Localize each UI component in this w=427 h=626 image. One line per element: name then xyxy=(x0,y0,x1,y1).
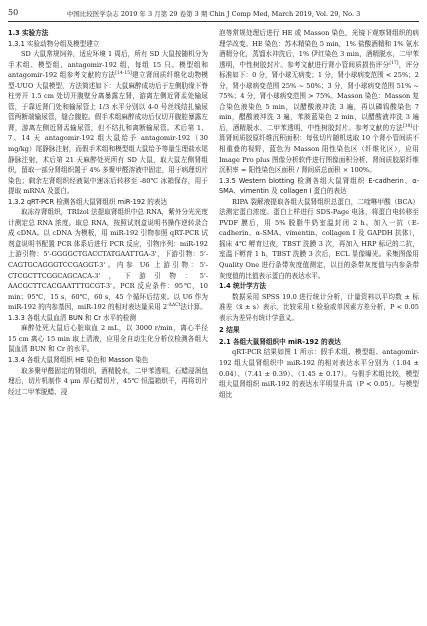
subsection-heading-1-3-1: 1.3.1 实验动物分组及模型建立 xyxy=(8,39,100,48)
subsection-heading-1-3-2: 1.3.2 qRT-PCR 检测各组大鼠肾组织 miR-192 的表达 xyxy=(8,197,168,206)
subsection-heading-1-3-4: 1.3.4 各组大鼠肾组织 HE 染色和 Masson 染色 xyxy=(8,355,149,364)
citation: [17] xyxy=(389,60,399,66)
paragraph-staining-continued: 泡等常规处理后进行 HE 或 Masson 染色，光镜下观察肾组织的病理学改变。HE 染色：苏木精染色 5 min，1% 盐酸酒精和 1% 氨水酒精分化，蒸馏水冲洗后，1% 伊红染色 3 min，酒精脱水，二甲苯透明，中性树胶封片。参考文献进行肾小管间质损伤评分[17]，评分标准如下：0 分，肾小球无病变；1 分，肾小球病变范围 < 25%；2 分，肾小球病变范围 25% ~ 50%；3 分，肾小球病变范围 51% ~ 75%；4 分，肾小球病变范围 > 75%。Masson 染色：Masson 复合染色液染色 5 min，以醋酸液冲洗 3 遍，再以磷钨酸染色 7 min，醋酸液冲洗 3 遍，苯胺蓝染色 2 min，以醋酸液冲洗 3 遍后，酒精脱水，二甲苯透明，中性树胶封片。参考文献的方法[18]计算肾间质胶原纤维沉积面积：每张切片随机选取 10 个肾小管间质不相重叠的视野，蓝色为 Masson 阳性染色区（纤维化区），应用 Image Pro plus 图像分析软件进行图像面积分析，肾间质胶原纤维沉积率 = 阳性染色区面积 / 肾间质总面积 × 100%。 xyxy=(219,29,419,175)
right-column xyxy=(219,28,419,400)
page-number: 50 xyxy=(8,8,19,17)
section-heading-1-3: 1.3 实验方法 xyxy=(8,29,49,37)
left-column xyxy=(8,28,208,397)
paragraph-bun-cr: 麻醉处死大鼠后心脏取血 2 mL，以 3000 r/min，离心半径 15 cm 离心 15 min 取上清液，应用全自动生化分析仪检测各组大鼠血清 BUN 和 Cr 的水平。 xyxy=(8,324,208,354)
section-heading-2: 2 结果 xyxy=(219,326,240,335)
subsection-heading-2-1: 2.1 各组大鼠肾组织中 miR-192 的表达 xyxy=(219,337,341,346)
subsection-heading-1-3-3: 1.3.3 各组大鼠血清 BUN 和 Cr 水平的检测 xyxy=(8,313,136,322)
paragraph-results-mir192: qRT-PCR 结果如图 1 所示：假手术组、模型组、antagomir-192 组大鼠肾组织中 miR-192 的相对表达水平分别为（1.04 ± 0.04）、（7.41 ± 0.39）、（1.45 ± 0.17）。与假手术组比较，模型组大鼠肾组织 miR-192 的表达水平明显升高（P < 0.05）。与模型组比 xyxy=(219,348,419,399)
section-heading-1-4: 1.4 统计学方法 xyxy=(219,282,266,291)
subsection-heading-1-3-5: 1.3.5 Western blotting 检测各组大鼠肾组织 E-cadherin、α-SMA、vimentin 及 collagen Ⅰ 蛋白的表达 xyxy=(219,176,419,196)
paragraph-animal-model: SD 大鼠常规饲养，适应环境 1 周后，所有 SD 大鼠按随机分为手术组、模型组、antagomir-192 组，每组 15 只。模型组和 antagomir-192 组参考文献的方法[14-15]建立肾间质纤维化动物模型-UUO 大鼠模型，方法简述如下：大鼠麻醉成功后于左侧肋缘下脊柱旁开 1.5 cm 处切开腹壁分离暴露左肾，游离左侧近肾盂处输尿管，于靠近肾门处和输尿管上 1/3 水平分别以 4-0 号丝线结扎输尿管两断端输尿管，缝合腹腔。假手术组麻醉成功后仅切开腹腔暴露左肾，游离左侧近肾盂输尿管，但不结扎和离断输尿管。术后第 1、7、14 天 antagomir-192 组大鼠给予 antagomir-192（30 mg/kg）尾静脉注射，而假手术组和模型组大鼠给予等量生理盐水尾静脉注射，术后第 21 天麻醉处死所有 SD 大鼠，取大鼠左侧肾组织，留取一部分肾组织置于 4% 多聚甲醛溶液中固定，用于病理切片染色；剩余左肾组织经液氮中速冻后转移至 -80℃ 冰箱保存，用于提取 mRNA 及蛋白。 xyxy=(8,50,209,196)
citation: [18] xyxy=(402,123,413,129)
paragraph-western-blot: RIPA 裂解液提取各组大鼠肾组织总蛋白，二喹啉甲酸（BCA）法测定蛋白浓度。蛋白上样进行 SDS-Page 电泳，将蛋白电转移至 PVDF 膜后，用 5% 脱脂牛奶室温封闭 2 h。加入一抗（E-cadherin、α-SMA、vimentin、collagen Ⅰ 及 GAPDH 抗体），摇床 4℃ 孵育过夜，TBST 洗膜 3 次，再加入 HRP 标记的二抗，室温下孵育 1 h，TBST 洗膜 3 次后，ECL 显像曝光。采集图像用 Quality One 进行条带灰度值测定，以目的条带灰度值与内参条带灰度值的比值表示蛋白的表达水平。 xyxy=(219,197,419,280)
superscript: -ΔΔCt xyxy=(167,303,181,309)
paragraph-statistics: 数据采用 SPSS 19.0 进行统计分析，计量资料以平均数 ± 标准差（x̄ ± s）表示，比较采用 t 检验或单因素方差分析，P < 0.05 表示为差异有统计学意义。 xyxy=(219,292,419,322)
paragraph-qrt-pcr: 取冻存肾组织，TRIzol 法提取肾组织中总 RNA，紫外分光光度计测定总 RNA 浓度。取总 RNA，按照试剂盒说明书操作逆转录合成 cDNA。以 cDNA 为模板，用 miR-192 引物参照 qRT-PCR 试剂盒说明书配置 PCR 体系后进行 PCR 反应，引物序列：miR-192 上游引物：5'-GGGGCTGACCTATGAATTGA-3'，下游引物：5'-CAGTGCAGGGTCCGAGGT-3'。内参 U6 上游引物：5'-CTCGCTTCGGCAGCACA-3'，下游引物：5'-AACGCTTCACGAATTTGCGT-3'。PCR 反应条件：95℃，10 min；95℃，15 s，60℃，60 s，45 个循环后结束。以 U6 作为 miR-192 的内参基因，miR-192 的相对表达量采用 $2^{-\Delta\Delta Ct}$法计算。 xyxy=(8,208,208,312)
paragraph-he-masson-start: 取多聚甲醛固定的肾组织，酒精脱水，二甲苯透明，石蜡浸润包埋后，切片机制作 4 μm 厚石蜡切片，45℃ 恒温箱烘干，再将切片经过二甲苯脱蜡、浸 xyxy=(8,366,208,396)
journal-citation-line: 中国比较医学杂志 2019 年 3 月第 29 卷第 3 期 Chin J Comp Med, March 2019, Vol. 29, No. 3 xyxy=(66,10,361,18)
citation: [14-15] xyxy=(115,71,132,76)
running-header xyxy=(8,5,419,22)
